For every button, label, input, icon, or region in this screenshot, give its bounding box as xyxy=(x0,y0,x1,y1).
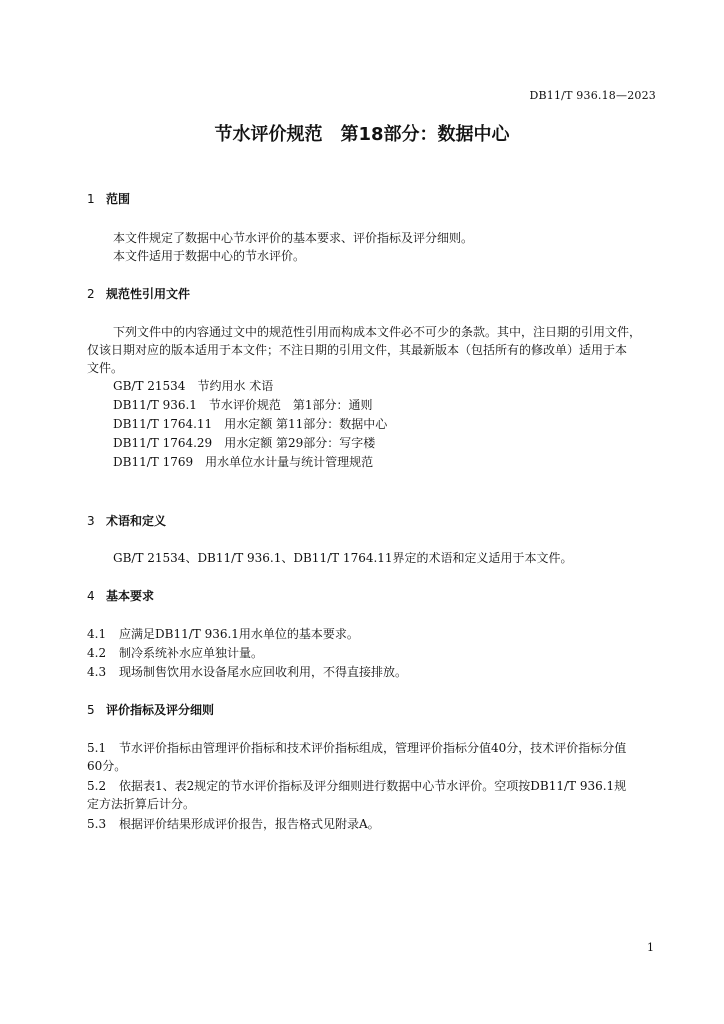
paragraph-line: 仅该日期对应的版本适用于本文件；不注日期的引用文件，其最新版本（包括所有的修改单）适用于本 xyxy=(87,343,628,357)
section-number: 4 xyxy=(87,589,95,603)
document-title: 节水评价规范 第18部分：数据中心 xyxy=(214,124,510,145)
paragraph: 本文件适用于数据中心的节水评价。 xyxy=(113,249,306,263)
clause-continuation: 60分。 xyxy=(87,759,127,773)
section-number: 2 xyxy=(87,287,95,301)
clause-number: 5.1 xyxy=(87,741,107,755)
section-2-heading xyxy=(87,285,190,302)
section-5-heading xyxy=(87,701,214,718)
clause-continuation: 定方法折算后计分。 xyxy=(87,797,196,811)
section-title: 范围 xyxy=(106,192,131,206)
paragraph: 本文件规定了数据中心节水评价的基本要求、评价指标及评分细则。 xyxy=(113,231,474,245)
clause-item xyxy=(87,739,626,756)
section-title: 术语和定义 xyxy=(106,514,167,528)
clause-text: 现场制售饮用水设备尾水应回收利用，不得直接排放。 xyxy=(119,665,408,679)
section-title: 评价指标及评分细则 xyxy=(106,703,215,717)
clause-text: 制冷系统补水应单独计量。 xyxy=(119,646,264,660)
section-1-heading xyxy=(87,190,130,207)
clause-text: 依据表1、表2规定的节水评价指标及评分细则进行数据中心节水评价。空项按DB11/T 936.1规 xyxy=(119,779,627,793)
clause-item xyxy=(87,815,380,832)
reference-item: DB11/T 1764.11 用水定额 第11部分：数据中心 xyxy=(113,417,388,431)
clause-text: 根据评价结果形成评价报告，报告格式见附录A。 xyxy=(119,817,380,831)
paragraph: GB/T 21534、DB11/T 936.1、DB11/T 1764.11界定的术语和定义适用于本文件。 xyxy=(113,551,573,565)
paragraph-line: 文件。 xyxy=(87,361,124,375)
reference-item: GB/T 21534 节约用水 术语 xyxy=(113,379,274,393)
paragraph-line: 下列文件中的内容通过文中的规范性引用而构成本文件必不可少的条款。其中，注日期的引用文件， xyxy=(113,325,642,339)
clause-text: 应满足DB11/T 936.1用水单位的基本要求。 xyxy=(119,627,359,641)
page-number: 1 xyxy=(647,941,654,954)
clause-number: 4.1 xyxy=(87,627,107,641)
clause-number: 5.3 xyxy=(87,817,107,831)
clause-item xyxy=(87,644,263,661)
section-title: 规范性引用文件 xyxy=(106,287,191,301)
clause-text: 节水评价指标由管理评价指标和技术评价指标组成，管理评价指标分值40分，技术评价指标分值 xyxy=(119,741,627,755)
section-number: 3 xyxy=(87,514,95,528)
reference-item: DB11/T 1764.29 用水定额 第29部分：写字楼 xyxy=(113,436,376,450)
section-4-heading xyxy=(87,587,154,604)
clause-item xyxy=(87,663,407,680)
clause-item xyxy=(87,625,359,642)
clause-number: 4.3 xyxy=(87,665,107,679)
clause-number: 5.2 xyxy=(87,779,107,793)
clause-number: 4.2 xyxy=(87,646,107,660)
section-number: 1 xyxy=(87,192,95,206)
reference-item: DB11/T 936.1 节水评价规范 第1部分：通则 xyxy=(113,398,373,412)
section-3-heading xyxy=(87,512,166,529)
clause-item xyxy=(87,777,626,794)
standard-code: DB11/T 936.18—2023 xyxy=(529,89,656,102)
reference-item: DB11/T 1769 用水单位水计量与统计管理规范 xyxy=(113,455,374,469)
section-title: 基本要求 xyxy=(106,589,155,603)
section-number: 5 xyxy=(87,703,95,717)
